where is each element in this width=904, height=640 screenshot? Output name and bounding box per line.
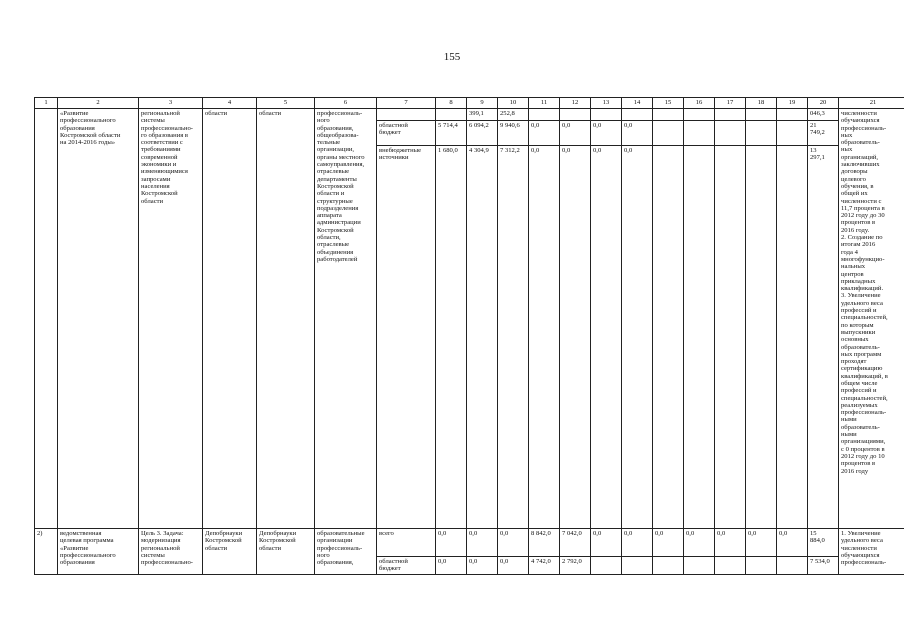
value-cell: 2 792,0	[560, 557, 591, 575]
value-cell	[715, 121, 746, 146]
column-header: 2	[58, 98, 139, 109]
value-cell: 5 714,4	[436, 121, 467, 146]
value-cell: 0,0	[777, 529, 808, 557]
value-cell: 4 304,9	[467, 146, 498, 529]
value-cell: 0,0	[653, 529, 684, 557]
customer: Депобрнауки Костромской области	[203, 529, 257, 575]
total-cell: 21 749,2	[808, 121, 839, 146]
coordinator: Депобрнауки Костромской области	[257, 529, 315, 575]
column-header: 10	[498, 98, 529, 109]
value-cell	[653, 121, 684, 146]
customer: области	[203, 109, 257, 529]
value-cell	[684, 109, 715, 121]
program-name: «Развитие профессионального образования Костромской области на 2014-2016 годы»	[58, 109, 139, 529]
value-cell	[560, 109, 591, 121]
value-cell: 0,0	[622, 121, 653, 146]
expected-results: 1. Увеличение удельного веса численности обучающихся профессиональ-	[839, 529, 904, 575]
value-cell	[684, 146, 715, 529]
value-cell: 0,0	[715, 529, 746, 557]
value-cell	[746, 109, 777, 121]
value-cell	[715, 109, 746, 121]
coordinator: области	[257, 109, 315, 529]
column-header: 4	[203, 98, 257, 109]
column-header: 19	[777, 98, 808, 109]
funding-source: внебюджетные источники	[377, 146, 436, 529]
value-cell	[436, 109, 467, 121]
goal-task: Цель 3. Задача: модернизация региональной системы профессионально-	[139, 529, 203, 575]
table-row	[35, 109, 904, 121]
table-row	[35, 529, 904, 557]
value-cell: 7 312,2	[498, 146, 529, 529]
value-cell: 0,0	[684, 529, 715, 557]
value-cell	[529, 109, 560, 121]
column-header: 18	[746, 98, 777, 109]
value-cell: 252,8	[498, 109, 529, 121]
funding-source	[377, 109, 436, 121]
value-cell	[591, 557, 622, 575]
column-header: 8	[436, 98, 467, 109]
funding-source: областной бюджет	[377, 121, 436, 146]
column-header: 20	[808, 98, 839, 109]
value-cell	[684, 557, 715, 575]
value-cell	[653, 557, 684, 575]
column-header: 9	[467, 98, 498, 109]
value-cell	[777, 121, 808, 146]
column-header: 16	[684, 98, 715, 109]
value-cell	[715, 557, 746, 575]
value-cell: 0,0	[560, 146, 591, 529]
value-cell	[777, 557, 808, 575]
executors: профессиональ- ного образования, общеобразова- тельные организации, органы местного самоуправления, отраслевые департаменты Костромской области и структурные подразделения аппарата администрации Костромской области, отраслевые объединения работодателей	[315, 109, 377, 529]
column-header: 12	[560, 98, 591, 109]
total-cell: 13 297,1	[808, 146, 839, 529]
column-header: 7	[377, 98, 436, 109]
value-cell: 0,0	[591, 146, 622, 529]
row-number	[35, 109, 58, 529]
value-cell	[715, 146, 746, 529]
column-header: 15	[653, 98, 684, 109]
value-cell: 0,0	[746, 529, 777, 557]
value-cell	[746, 146, 777, 529]
column-header: 5	[257, 98, 315, 109]
value-cell	[746, 557, 777, 575]
header-row	[35, 98, 904, 109]
value-cell: 0,0	[560, 121, 591, 146]
value-cell: 399,1	[467, 109, 498, 121]
expected-results: численности обучающихся профессиональ- ных образователь- ных организаций, заключивших договоры целевого обучения, в общей их численности с 11,7 процента в 2012 году до 30 процентов в 2016 году. 2. Создание по итогам 2016 года 4 многофункцио- нальных центров прикладных квалификаций. 3. Увеличение удельного веса профессий и специальностей, по которым выпускники основных образователь- ных программ проходят сертификацию квалификаций, в общем числе профессий и специальностей, реализуемых профессиональ- ными образователь- ными организациями, с 0 процентов в 2012 году до 10 процентов в 2016 году	[839, 109, 904, 529]
value-cell: 0,0	[436, 557, 467, 575]
value-cell: 8 842,0	[529, 529, 560, 557]
total-cell: 15 884,0	[808, 529, 839, 557]
value-cell: 0,0	[498, 529, 529, 557]
value-cell	[777, 109, 808, 121]
value-cell: 0,0	[622, 146, 653, 529]
value-cell: 0,0	[467, 529, 498, 557]
value-cell	[777, 146, 808, 529]
value-cell: 1 680,0	[436, 146, 467, 529]
row-number: 2)	[35, 529, 58, 575]
column-header: 1	[35, 98, 58, 109]
value-cell	[746, 121, 777, 146]
value-cell: 0,0	[591, 121, 622, 146]
column-header: 3	[139, 98, 203, 109]
value-cell	[622, 557, 653, 575]
value-cell: 0,0	[622, 529, 653, 557]
funding-source: всего	[377, 529, 436, 557]
total-cell: 046,3	[808, 109, 839, 121]
value-cell: 0,0	[591, 529, 622, 557]
value-cell: 0,0	[436, 529, 467, 557]
total-cell: 7 534,0	[808, 557, 839, 575]
goal-task: региональной системы профессионально- го образования в соответствии с требованиями современной экономики и изменяющимися запросами населения Костромской области	[139, 109, 203, 529]
value-cell	[653, 146, 684, 529]
value-cell	[591, 109, 622, 121]
program-table	[34, 97, 904, 575]
page-number: 155	[443, 51, 461, 63]
column-header: 13	[591, 98, 622, 109]
value-cell	[653, 109, 684, 121]
value-cell: 0,0	[467, 557, 498, 575]
value-cell: 6 094,2	[467, 121, 498, 146]
column-header: 6	[315, 98, 377, 109]
value-cell	[684, 121, 715, 146]
program-name: ведомственная целевая программа «Развитие профессионального образования	[58, 529, 139, 575]
executors: образовательные организации профессиональ- ного образования,	[315, 529, 377, 575]
column-header: 21	[839, 98, 904, 109]
value-cell	[622, 109, 653, 121]
column-header: 14	[622, 98, 653, 109]
value-cell: 7 042,0	[560, 529, 591, 557]
value-cell: 9 940,6	[498, 121, 529, 146]
funding-source: областной бюджет	[377, 557, 436, 575]
value-cell: 0,0	[498, 557, 529, 575]
column-header: 17	[715, 98, 746, 109]
value-cell: 0,0	[529, 146, 560, 529]
value-cell: 4 742,0	[529, 557, 560, 575]
column-header: 11	[529, 98, 560, 109]
value-cell: 0,0	[529, 121, 560, 146]
